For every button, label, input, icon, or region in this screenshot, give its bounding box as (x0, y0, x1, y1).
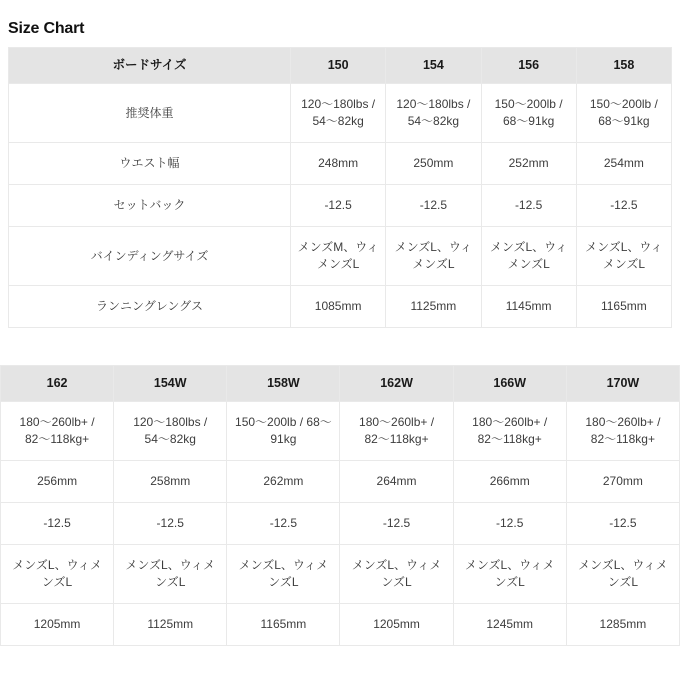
value-cell: 248mm (291, 143, 386, 185)
table-row (1, 461, 680, 503)
value-cell: 180〜260lb+ / 82〜118kg+ (566, 402, 679, 461)
value-cell: -12.5 (340, 503, 453, 545)
row-label-cell: セットバック (9, 185, 291, 227)
value-cell: 150〜200lb / 68〜91kg (576, 84, 671, 143)
header-row (1, 366, 680, 402)
value-cell: 1285mm (566, 604, 679, 646)
value-cell: 120〜180lbs / 54〜82kg (291, 84, 386, 143)
value-cell: 256mm (1, 461, 114, 503)
value-cell: メンズL、ウィメンズL (453, 545, 566, 604)
header-row (9, 48, 672, 84)
value-cell: メンズL、ウィメンズL (576, 227, 671, 286)
value-cell: 1085mm (291, 286, 386, 328)
value-cell: 1145mm (481, 286, 576, 328)
table-row (1, 503, 680, 545)
value-cell: -12.5 (1, 503, 114, 545)
value-cell: 1165mm (227, 604, 340, 646)
value-cell: 252mm (481, 143, 576, 185)
value-cell: メンズL、ウィメンズL (114, 545, 227, 604)
column-header-cell: 162W (340, 366, 453, 402)
value-cell: 180〜260lb+ / 82〜118kg+ (340, 402, 453, 461)
value-cell: 1205mm (340, 604, 453, 646)
column-header-cell: 158 (576, 48, 671, 84)
table-row (1, 604, 680, 646)
column-header-cell: 154 (386, 48, 481, 84)
size-table-162-170w (0, 365, 680, 646)
value-cell: -12.5 (566, 503, 679, 545)
value-cell: メンズL、ウィメンズL (566, 545, 679, 604)
value-cell: -12.5 (481, 185, 576, 227)
value-cell: 266mm (453, 461, 566, 503)
table-row (9, 84, 672, 143)
value-cell: メンズL、ウィメンズL (386, 227, 481, 286)
table-row (9, 286, 672, 328)
table-row (9, 185, 672, 227)
value-cell: 1125mm (386, 286, 481, 328)
table-row (1, 402, 680, 461)
value-cell: 120〜180lbs / 54〜82kg (386, 84, 481, 143)
value-cell: 150〜200lb / 68〜91kg (227, 402, 340, 461)
column-header-cell: 156 (481, 48, 576, 84)
value-cell: 1205mm (1, 604, 114, 646)
value-cell: メンズM、ウィメンズL (291, 227, 386, 286)
column-header-cell: 162 (1, 366, 114, 402)
value-cell: メンズL、ウィメンズL (481, 227, 576, 286)
value-cell: -12.5 (114, 503, 227, 545)
value-cell: 1125mm (114, 604, 227, 646)
value-cell: メンズL、ウィメンズL (227, 545, 340, 604)
value-cell: メンズL、ウィメンズL (1, 545, 114, 604)
row-label-cell: ウエスト幅 (9, 143, 291, 185)
value-cell: メンズL、ウィメンズL (340, 545, 453, 604)
size-chart-section (0, 20, 680, 646)
column-header-cell: 150 (291, 48, 386, 84)
row-label-cell: バインディングサイズ (9, 227, 291, 286)
size-table-150-158 (8, 47, 672, 328)
value-cell: 258mm (114, 461, 227, 503)
value-cell: 250mm (386, 143, 481, 185)
value-cell: -12.5 (291, 185, 386, 227)
section-title: Size Chart (8, 20, 85, 37)
value-cell: 262mm (227, 461, 340, 503)
column-header-cell: 166W (453, 366, 566, 402)
value-cell: 254mm (576, 143, 671, 185)
value-cell: 180〜260lb+ / 82〜118kg+ (1, 402, 114, 461)
value-cell: -12.5 (576, 185, 671, 227)
value-cell: -12.5 (386, 185, 481, 227)
value-cell: -12.5 (227, 503, 340, 545)
value-cell: 270mm (566, 461, 679, 503)
column-header-cell: ボードサイズ (9, 48, 291, 84)
row-label-cell: ランニングレングス (9, 286, 291, 328)
value-cell: 264mm (340, 461, 453, 503)
column-header-cell: 170W (566, 366, 679, 402)
value-cell: 1165mm (576, 286, 671, 328)
column-header-cell: 154W (114, 366, 227, 402)
value-cell: 1245mm (453, 604, 566, 646)
table-row (9, 143, 672, 185)
value-cell: -12.5 (453, 503, 566, 545)
table-row (1, 545, 680, 604)
value-cell: 180〜260lb+ / 82〜118kg+ (453, 402, 566, 461)
table-row (9, 227, 672, 286)
value-cell: 120〜180lbs / 54〜82kg (114, 402, 227, 461)
column-header-cell: 158W (227, 366, 340, 402)
row-label-cell: 推奨体重 (9, 84, 291, 143)
value-cell: 150〜200lb / 68〜91kg (481, 84, 576, 143)
